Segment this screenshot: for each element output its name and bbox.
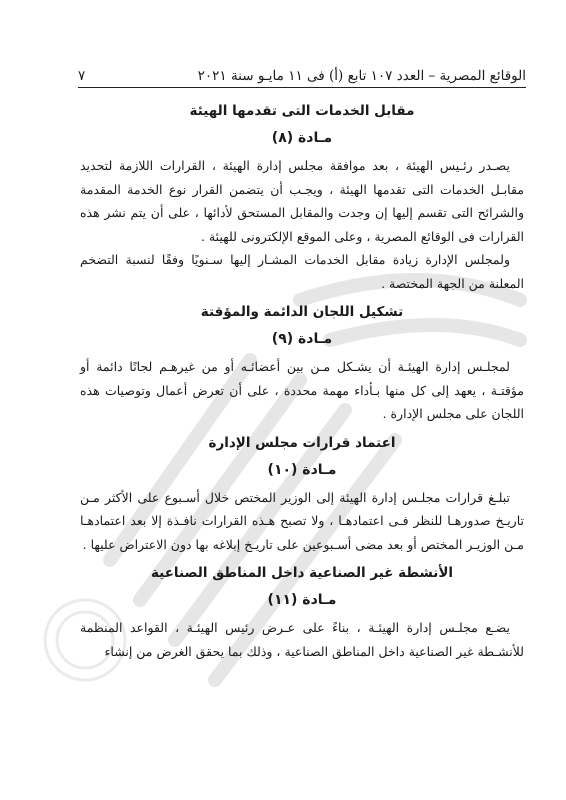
header-page-number: ٧: [78, 68, 86, 84]
section-non-industrial-activities: [80, 562, 524, 663]
section-title: الأنشطة غير الصناعية داخل المناطق الصناعية: [151, 565, 453, 581]
paragraph: يصـدر رئـيس الهيئة ، بعد موافقة مجلس إدارة الهيئة ، القرارات اللازمة لتحديد مقابـل الخدمات التى تقدمها الهيئة ، ويجـب أن يتضمن القرار نوع الخدمة المقدمة والشرائح التى تقسم إليها إن وجدت والمقابل المستحق لأدائها ، على أن يتم نشر هذه القرارات فى الوقائع المصرية ، وعلى الموقع الإلكترونى للهيئة .: [80, 158, 524, 244]
section-committees: [80, 301, 524, 426]
article-number: مـادة (١٠): [267, 461, 337, 478]
section-board-decisions: [80, 432, 524, 557]
section-services-fees: [80, 100, 524, 295]
document-body: [80, 94, 524, 663]
header-publication: الوقائع المصرية – العدد ١٠٧ تابع (أ) فى ١١ مايـو سنة ٢٠٢١: [197, 68, 526, 84]
page-header: [78, 62, 526, 84]
article-number: مـادة (٩): [271, 331, 333, 347]
paragraph: لمجلـس إدارة الهيئـة أن يشـكل مـن بين أعضائـه أو من غيرهـم لجانًا دائمة أو مؤقتـة ، يعهد إلى كل منها بـأداء مهمة محددة ، على أن تعرض أعمال وتوصيات هذه اللجان على مجلس الإدارة .: [80, 359, 524, 421]
header-rule: [78, 87, 526, 88]
article-number: مـادة (١١): [267, 592, 337, 608]
section-title: مقابل الخدمات التى تقدمها الهيئة: [189, 103, 415, 119]
section-title: تشكيل اللجان الدائمة والمؤقتة: [200, 304, 404, 320]
paragraph: ولمجلس الإدارة زيادة مقابل الخدمات المشـار إليها سـنويًا وفقًا لنسبة التضخم المعلنة من الجهة المختصة .: [80, 252, 524, 291]
paragraph: يضـع مجلـس إدارة الهيئـة ، بناءً على عـرض رئيس الهيئـة ، القواعد المنظمة للأنشـطة غير الصناعية داخل المناطق الصناعية ، وذلك بما يحقق الغرض من إنشاء: [80, 620, 524, 659]
section-title: اعتماد قرارات مجلس الإدارة: [208, 434, 396, 451]
article-number: مـادة (٨): [271, 130, 333, 146]
paragraph: تبلـغ قرارات مجلـس إدارة الهيئة إلى الوزير المختص خلال أسـبوع على الأكثر مـن تاريـخ صدورهـا للنظر فـى اعتمادهـا ، ولا تصبح هـذه القرارات نافـذة إلا بعد اعتمادهـا مـن الوزيـر المختص أو بعد مضى أسـبوعين على تاريـخ إبلاغه بها دون الاعتراض عليها .: [80, 489, 524, 552]
